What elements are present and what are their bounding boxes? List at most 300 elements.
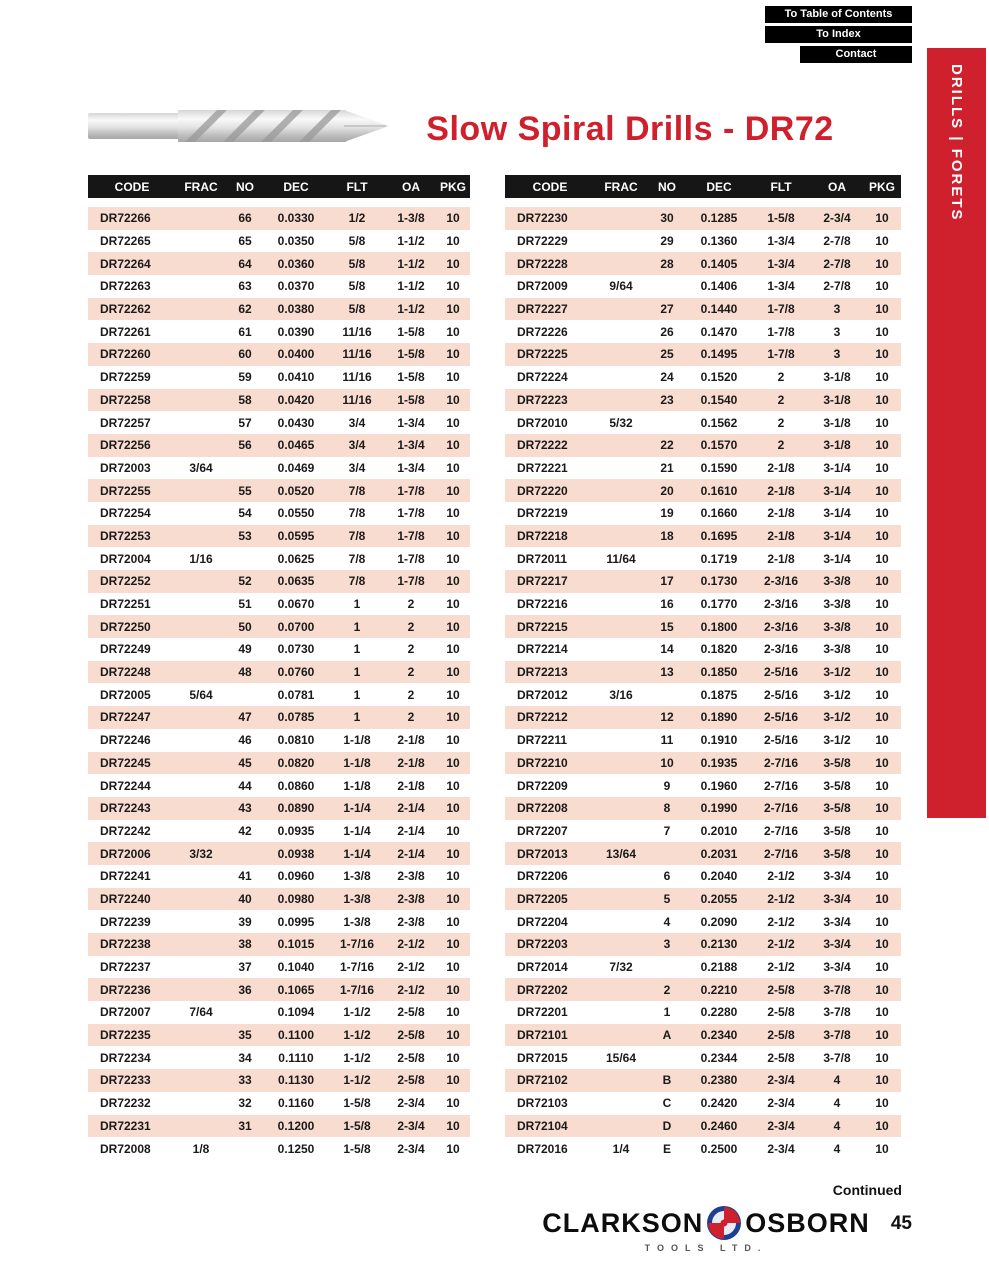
table-cell (176, 207, 226, 230)
table-cell: 1-1/2 (343, 1005, 371, 1020)
table-cell (595, 978, 647, 1001)
table-row (88, 820, 470, 843)
table-row (88, 547, 470, 570)
table-row (88, 615, 470, 638)
table-row (505, 888, 901, 911)
table-cell: 10 (446, 1073, 460, 1088)
table-row (505, 978, 901, 1001)
table-row (88, 797, 470, 820)
table-cell: 0.1570 (700, 438, 738, 453)
table-cell: 2-1/8 (397, 755, 425, 770)
table-cell: 0.1610 (700, 483, 738, 498)
table-cell: 1-1/2 (397, 256, 425, 271)
table-cell (595, 457, 647, 480)
table-cell: 10 (446, 914, 460, 929)
table-cell: 10 (446, 823, 460, 838)
table-cell: DR72246 (100, 733, 151, 748)
table-row (505, 683, 901, 706)
table-row (88, 479, 470, 502)
table-cell: 1-5/8 (343, 1096, 371, 1111)
table-row (505, 479, 901, 502)
table-cell: 10 (446, 710, 460, 725)
table-cell: DR72236 (100, 982, 151, 997)
table-row (505, 1046, 901, 1069)
table-cell: 25 (660, 347, 674, 362)
table-cell (176, 320, 226, 343)
table-cell: 3-3/4 (823, 937, 851, 952)
table-cell: 2-5/8 (767, 1050, 795, 1065)
table-cell: 0.0781 (277, 687, 315, 702)
table-cell: DR72232 (100, 1096, 151, 1111)
table-cell (647, 683, 687, 706)
table-cell: 10 (875, 960, 889, 975)
table-cell: 3-7/8 (823, 1028, 851, 1043)
table-row (88, 729, 470, 752)
table-row (505, 706, 901, 729)
to-table-of-contents-button[interactable]: To Table of Contents (765, 6, 912, 23)
table-cell: 1-7/8 (397, 506, 425, 521)
table-cell: 0.1800 (700, 619, 738, 634)
table-cell: 0.1250 (277, 1141, 315, 1156)
table-cell (595, 434, 647, 457)
table-cell (226, 457, 264, 480)
table-cell: 2-1/8 (767, 528, 795, 543)
table-row (88, 1092, 470, 1115)
table-cell: 0.1850 (700, 665, 738, 680)
brand-clarkson: CLARKSON (542, 1207, 704, 1238)
table-cell (595, 525, 647, 548)
table-cell: 2-1/2 (767, 891, 795, 906)
table-cell: 10 (875, 370, 889, 385)
table-cell: 0.0350 (277, 234, 315, 249)
table-cell: 2 (777, 438, 785, 453)
table-cell: DR72206 (517, 869, 568, 884)
header-gap (505, 198, 901, 207)
table-cell: 1-3/4 (397, 438, 425, 453)
table-cell: 41 (238, 869, 252, 884)
table-cell: 3/64 (189, 460, 213, 475)
table-cell: 2-3/8 (397, 891, 425, 906)
table-cell: 10 (446, 551, 460, 566)
table-cell: 3-1/8 (823, 438, 851, 453)
table-row (88, 774, 470, 797)
column-header-frac: FRAC (176, 175, 226, 198)
column-header-flt: FLT (751, 175, 811, 198)
table-cell: 1-1/8 (343, 755, 371, 770)
table-cell (595, 1115, 647, 1138)
table-row (505, 910, 901, 933)
table-row (88, 638, 470, 661)
table-cell: 20 (660, 483, 674, 498)
table-cell: 3-1/8 (823, 392, 851, 407)
table-row (505, 774, 901, 797)
table-cell: DR72210 (517, 755, 568, 770)
table-cell (595, 933, 647, 956)
table-cell: 5/64 (189, 687, 213, 702)
table-cell: 1-7/8 (767, 347, 795, 362)
table-cell (647, 1046, 687, 1069)
table-cell: 5/8 (348, 234, 366, 249)
table-row (505, 1092, 901, 1115)
table-cell: 10 (446, 415, 460, 430)
table-cell: 2-3/16 (763, 597, 799, 612)
table-cell: 0.0730 (277, 642, 315, 657)
table-row (505, 956, 901, 979)
table-cell: 31 (238, 1118, 252, 1133)
table-cell (595, 570, 647, 593)
table-cell: DR72247 (100, 710, 151, 725)
table-cell (176, 411, 226, 434)
table-row (88, 1046, 470, 1069)
table-cell: 0.0520 (277, 483, 315, 498)
table-cell: 26 (660, 324, 674, 339)
table-cell: 0.0400 (277, 347, 315, 362)
table-cell: 34 (238, 1050, 252, 1065)
table-cell: DR72227 (517, 302, 568, 317)
table-cell: 0.1820 (700, 642, 738, 657)
table-cell: DR72239 (100, 914, 151, 929)
table-cell: DR72242 (100, 823, 151, 838)
table-cell: 2-1/4 (397, 801, 425, 816)
table-cell: 1 (353, 642, 361, 657)
table-cell: DR72217 (517, 574, 568, 589)
table-cell (226, 842, 264, 865)
table-cell: 0.2420 (700, 1096, 738, 1111)
page-number: 45 (890, 1213, 912, 1234)
table-cell: 2-1/8 (397, 733, 425, 748)
table-cell: 0.2500 (700, 1141, 738, 1156)
table-cell: DR72233 (100, 1073, 151, 1088)
table-cell (647, 956, 687, 979)
table-cell: 1/16 (189, 551, 213, 566)
table-cell: 10 (875, 1141, 889, 1156)
column-header-frac: FRAC (595, 175, 647, 198)
table-cell: 15 (660, 619, 674, 634)
table-cell (647, 547, 687, 570)
table-cell (595, 207, 647, 230)
table-cell: 1-3/4 (397, 415, 425, 430)
table-cell: 1 (353, 597, 361, 612)
table-cell: 0.0980 (277, 891, 315, 906)
table-cell: 44 (238, 778, 252, 793)
table-cell: 0.2090 (700, 914, 738, 929)
table-cell: 2-5/8 (767, 1005, 795, 1020)
table-cell: 1-7/16 (339, 937, 375, 952)
table-cell: 0.0960 (277, 869, 315, 884)
table-row (88, 298, 470, 321)
table-cell: 10 (446, 801, 460, 816)
table-cell: 3/4 (348, 438, 366, 453)
table-cell: 3-3/8 (823, 574, 851, 589)
table-cell (595, 320, 647, 343)
table-cell: 0.0700 (277, 619, 315, 634)
table-cell: 0.1730 (700, 574, 738, 589)
table-row (88, 1069, 470, 1092)
table-cell: 13/64 (605, 846, 637, 861)
table-row (505, 525, 901, 548)
table-cell: DR72008 (100, 1141, 151, 1156)
table-row (505, 343, 901, 366)
table-cell: 10 (446, 619, 460, 634)
table-cell (176, 888, 226, 911)
table-cell: 10 (875, 687, 889, 702)
table-cell: 2-3/8 (397, 869, 425, 884)
table-row (505, 207, 901, 230)
table-row (505, 842, 901, 865)
table-cell: 0.0380 (277, 302, 315, 317)
table-cell: DR72258 (100, 392, 151, 407)
table-cell: 1-1/2 (397, 302, 425, 317)
table-row (88, 888, 470, 911)
table-cell: 33 (238, 1073, 252, 1088)
table-cell: 0.1100 (277, 1028, 315, 1043)
contact-button[interactable]: Contact (800, 46, 912, 63)
table-cell: 58 (238, 392, 252, 407)
table-cell (595, 910, 647, 933)
table-cell: 3-5/8 (823, 823, 851, 838)
table-cell: 10 (875, 891, 889, 906)
table-cell: DR72254 (100, 506, 151, 521)
table-row (88, 389, 470, 412)
table-cell (176, 729, 226, 752)
table-cell (595, 615, 647, 638)
table-cell: 2-5/16 (763, 710, 799, 725)
table-cell: 3-1/2 (823, 665, 851, 680)
table-cell: 1-1/2 (343, 1073, 371, 1088)
table-cell: 2-3/4 (823, 211, 851, 226)
table-cell: 56 (238, 438, 252, 453)
table-cell: DR72229 (517, 234, 568, 249)
table-cell: DR72235 (100, 1028, 151, 1043)
table-cell: 0.0995 (277, 914, 315, 929)
table-cell: 10 (446, 392, 460, 407)
table-cell: 2-3/4 (397, 1141, 425, 1156)
table-cell (226, 1001, 264, 1024)
table-row (505, 593, 901, 616)
table-cell: 10 (875, 528, 889, 543)
table-cell (176, 570, 226, 593)
table-cell: 27 (660, 302, 674, 317)
table-cell: DR72260 (100, 347, 151, 362)
table-cell: 0.0465 (277, 438, 315, 453)
table-row (505, 865, 901, 888)
table-cell: 10 (875, 506, 889, 521)
table-cell: 2 (407, 665, 415, 680)
table-cell: 3-3/4 (823, 960, 851, 975)
table-cell: DR72231 (100, 1118, 151, 1133)
table-cell: 7/32 (609, 960, 633, 975)
table-cell: DR72102 (517, 1073, 568, 1088)
table-cell: 3-1/8 (823, 370, 851, 385)
table-cell: 1-1/2 (397, 279, 425, 294)
table-cell: 2-3/4 (397, 1118, 425, 1133)
table-cell: DR72209 (517, 778, 568, 793)
table-cell: 3 (833, 347, 841, 362)
table-cell: 5/32 (609, 415, 633, 430)
table-cell: 0.2130 (700, 937, 738, 952)
table-cell: 0.1065 (277, 982, 315, 997)
table-cell: 0.1960 (700, 778, 738, 793)
table-cell: 10 (875, 937, 889, 952)
table-cell: DR72009 (517, 279, 568, 294)
table-cell (595, 797, 647, 820)
table-cell: 3-1/4 (823, 506, 851, 521)
table-cell: 0.0390 (277, 324, 315, 339)
table-cell: 10 (446, 1118, 460, 1133)
table-row (88, 343, 470, 366)
table-cell: 2 (777, 392, 785, 407)
table-cell: 54 (238, 506, 252, 521)
table-cell: 2-1/8 (767, 460, 795, 475)
column-header-oa: OA (386, 175, 436, 198)
table-cell (595, 661, 647, 684)
table-cell: 10 (875, 914, 889, 929)
table-cell: 3-5/8 (823, 801, 851, 816)
table-cell: DR72252 (100, 574, 151, 589)
table-cell: 3-1/8 (823, 415, 851, 430)
column-header-pkg: PKG (863, 175, 901, 198)
table-cell: 2 (777, 415, 785, 430)
table-cell: 3-3/8 (823, 597, 851, 612)
table-cell: 2-7/16 (763, 755, 799, 770)
table-cell: 3/16 (609, 687, 633, 702)
table-cell: 2-1/2 (767, 869, 795, 884)
table-cell: 0.0595 (277, 528, 315, 543)
table-cell: 3-1/4 (823, 551, 851, 566)
table-cell: 10 (875, 438, 889, 453)
table-cell: 0.0760 (277, 665, 315, 680)
table-cell (595, 502, 647, 525)
table-cell (595, 1069, 647, 1092)
table-cell: 2-1/2 (767, 914, 795, 929)
table-cell: DR72214 (517, 642, 568, 657)
table-row (88, 275, 470, 298)
table-row (505, 638, 901, 661)
column-header-oa: OA (811, 175, 863, 198)
table-cell: 5/8 (348, 279, 366, 294)
table-cell: 3-7/8 (823, 1005, 851, 1020)
table-cell: 1-1/8 (343, 733, 371, 748)
table-cell: 0.2055 (700, 891, 738, 906)
table-cell: 2 (777, 370, 785, 385)
table-cell: 3 (663, 937, 671, 952)
table-cell: 3-3/8 (823, 619, 851, 634)
table-cell: 11/16 (342, 392, 372, 407)
table-cell (176, 910, 226, 933)
table-cell: DR72249 (100, 642, 151, 657)
table-cell: 1-1/8 (343, 778, 371, 793)
table-cell: 0.0360 (277, 256, 315, 271)
table-cell: 0.1910 (700, 733, 738, 748)
table-cell: 0.2460 (700, 1118, 738, 1133)
table-cell: 2-1/2 (767, 937, 795, 952)
table-cell (176, 1024, 226, 1047)
table-cell (595, 1024, 647, 1047)
table-cell: 1 (663, 1005, 671, 1020)
table-cell: 0.0469 (277, 460, 315, 475)
table-cell: 2-5/8 (397, 1005, 425, 1020)
table-cell: 1 (353, 687, 361, 702)
table-cell: 2-7/8 (823, 234, 851, 249)
table-cell: 4 (833, 1096, 841, 1111)
table-cell: DR72103 (517, 1096, 568, 1111)
table-row (88, 207, 470, 230)
table-cell: 3-5/8 (823, 846, 851, 861)
to-index-button[interactable]: To Index (765, 26, 912, 43)
table-cell: 10 (446, 438, 460, 453)
table-cell: 3/32 (189, 846, 213, 861)
table-cell: 61 (238, 324, 252, 339)
table-cell: 1-3/4 (397, 460, 425, 475)
table-cell: 28 (660, 256, 674, 271)
table-cell: 0.2344 (700, 1050, 738, 1065)
table-cell: 3/4 (348, 460, 366, 475)
table-cell (595, 752, 647, 775)
table-cell: 1/8 (192, 1141, 210, 1156)
table-cell: 11 (660, 733, 674, 748)
table-cell: E (662, 1141, 671, 1156)
header-gap (88, 198, 470, 207)
table-cell: DR72213 (517, 665, 568, 680)
table-cell: DR72253 (100, 528, 151, 543)
table-cell: 0.1990 (700, 801, 738, 816)
table-cell (595, 593, 647, 616)
table-cell: 0.1875 (700, 687, 738, 702)
column-header-flt: FLT (328, 175, 386, 198)
table-cell: 0.0370 (277, 279, 315, 294)
table-cell: 1-3/8 (343, 891, 371, 906)
table-row (88, 366, 470, 389)
table-cell: 10 (875, 256, 889, 271)
table-cell: 2-3/16 (763, 574, 799, 589)
table-cell (176, 956, 226, 979)
table-header-row (505, 175, 901, 198)
table-cell (176, 343, 226, 366)
section-tab-label: DRILLS | FORETS (948, 64, 965, 222)
table-cell: 59 (238, 370, 252, 385)
table-cell: 10 (446, 256, 460, 271)
table-cell: 1-7/8 (767, 302, 795, 317)
table-cell: 2-7/16 (763, 823, 799, 838)
table-cell: 2-5/8 (397, 1073, 425, 1088)
table-cell (176, 661, 226, 684)
table-cell: 10 (446, 778, 460, 793)
table-cell: 2 (407, 597, 415, 612)
table-cell: DR72101 (517, 1028, 568, 1043)
table-cell: 7/8 (348, 506, 366, 521)
table-cell: 10 (446, 234, 460, 249)
table-row (505, 230, 901, 253)
page-title: Slow Spiral Drills - DR72 (426, 110, 834, 148)
table-cell: 10 (875, 755, 889, 770)
table-cell: 1-3/8 (397, 211, 425, 226)
table-row (88, 956, 470, 979)
table-cell: 10 (446, 1005, 460, 1020)
table-row (88, 910, 470, 933)
table-cell: 2-5/8 (767, 982, 795, 997)
table-cell (176, 298, 226, 321)
table-row (505, 275, 901, 298)
table-cell: DR72004 (100, 551, 151, 566)
table-cell: 42 (238, 823, 252, 838)
table-row (88, 411, 470, 434)
table-cell: 3-1/2 (823, 687, 851, 702)
table-cell: DR72006 (100, 846, 151, 861)
table-cell (176, 502, 226, 525)
table-row (88, 683, 470, 706)
table-cell: C (662, 1096, 672, 1111)
table-cell: 0.1660 (700, 506, 738, 521)
